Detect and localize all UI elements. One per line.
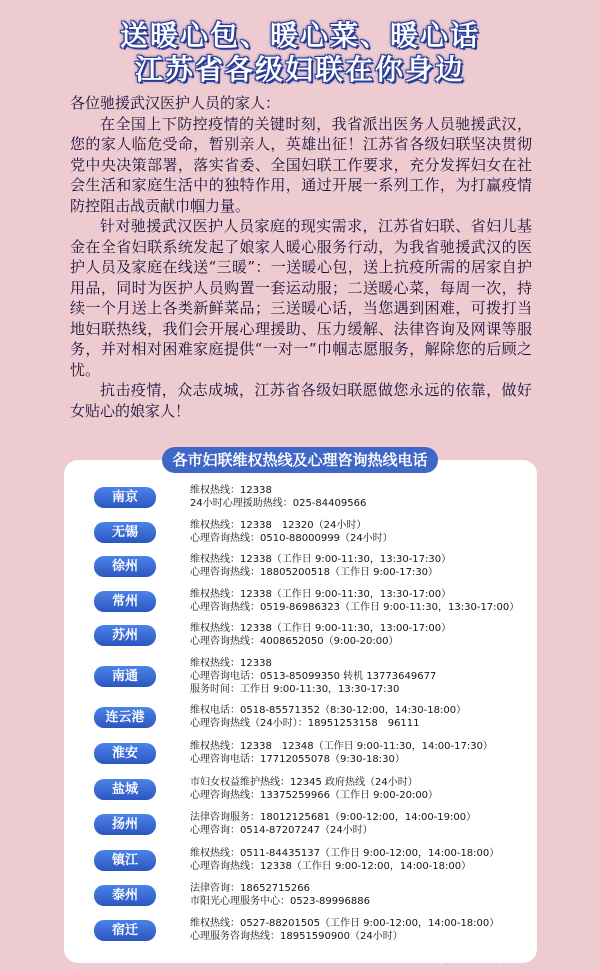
hotline-line: 维权热线：12338（工作日 9:00-11:30，13:30-17:00）	[190, 589, 452, 600]
city-badge: 淮安	[94, 743, 156, 764]
letter-paragraph-3: 抗击疫情，众志成城，江苏省各级妇联愿做您永远的依靠，做好女贴心的娘家人！	[70, 381, 532, 420]
hotline-entry	[190, 740, 530, 766]
hotline-line: 心理咨询电话：0513-85099350 转机 13773649677	[190, 671, 437, 682]
city-badge: 盐城	[94, 779, 156, 800]
hotline-entry	[190, 622, 530, 648]
hotline-line: 维权电话：0518-85571352（8:30-12:00，14:30-18:00）	[190, 705, 467, 716]
hotline-entry	[190, 704, 530, 730]
headline-line-2: 江苏省各级妇联在你身边	[134, 53, 465, 86]
hotline-line: 服务时间：工作日 9:00-11:30，13:30-17:30	[190, 684, 400, 695]
letter-greeting: 各位驰援武汉医护人员的家人：	[70, 94, 281, 112]
city-badge: 镇江	[94, 850, 156, 871]
hotline-line: 维权热线：0511-84435137（工作日 9:00-12:00，14:00-18:00）	[190, 848, 500, 859]
headline-line-1: 送暖心包、暖心菜、暖心话	[119, 19, 480, 52]
hotline-line: 维权热线：12338 12348（工作日 9:00-11:30，14:00-17:30）	[190, 741, 493, 752]
city-badge: 扬州	[94, 814, 156, 835]
hotline-line: 市妇女权益维护热线：12345 政府热线（24小时）	[190, 777, 418, 788]
hotline-heading: 各市妇联维权热线及心理咨询热线电话	[162, 447, 438, 473]
hotline-entry	[190, 657, 530, 696]
hotline-entry	[190, 588, 530, 614]
hotline-entry	[190, 553, 530, 579]
hotline-line: 维权热线：12338	[190, 485, 272, 496]
city-badge: 南京	[94, 487, 156, 508]
city-badge: 南通	[94, 666, 156, 687]
hotline-line: 24小时心理援助热线：025-84409566	[190, 498, 367, 509]
city-badge: 泰州	[94, 885, 156, 906]
city-badge: 连云港	[94, 707, 156, 728]
hotline-line: 心理咨询电话：17712055078（9:30-18:30）	[190, 754, 405, 765]
city-badge: 无锡	[94, 522, 156, 543]
hotline-line: 心理咨询热线：4008652050（9:00-20:00）	[190, 636, 399, 647]
hotline-line: 维权热线：12338（工作日 9:00-11:30，13:30-17:30）	[190, 554, 452, 565]
hotline-line: 心理咨询：0514-87207247（24小时）	[190, 825, 373, 836]
hotline-line: 法律咨询服务：18012125681（9:00-12:00，14:00-19:00）	[190, 812, 477, 823]
hotline-entry	[190, 847, 530, 873]
hotline-entry	[190, 484, 530, 510]
hotline-line: 心理服务咨询热线：18951590900（24小时）	[190, 931, 403, 942]
hotline-line: 维权热线：12338	[190, 658, 272, 669]
hotline-line: 心理咨询热线：13375259966（工作日 9:00-20:00）	[190, 790, 439, 801]
hotline-line: 法律咨询：18652715266	[190, 883, 310, 894]
hotline-entry	[190, 776, 530, 802]
city-badge: 苏州	[94, 625, 156, 646]
city-badge: 徐州	[94, 556, 156, 577]
hotline-line: 心理咨询热线（24小时）：18951253158 96111	[190, 718, 420, 729]
hotline-line: 维权热线：12338 12320（24小时）	[190, 520, 367, 531]
hotline-line: 心理咨询热线：12338（工作日 9:00-12:00，14:00-18:00）	[190, 861, 472, 872]
hotline-entry	[190, 811, 530, 837]
hotline-line: 市阳光心理服务中心：0523-89996886	[190, 896, 370, 907]
letter-body	[70, 93, 532, 421]
hotline-line: 维权热线：12338（工作日 9:00-11:30，13:00-17:00）	[190, 623, 452, 634]
hotline-line: 心理咨询热线：0519-86986323（工作日 9:00-11:30，13:30-17:00）	[190, 602, 520, 613]
hotline-entry	[190, 519, 530, 545]
city-badge: 常州	[94, 591, 156, 612]
letter-paragraph-2: 针对驰援武汉医护人员家庭的现实需求，江苏省妇联、省妇儿基金在全省妇联系统发起了娘家人暖心服务行动，为我省驰援武汉的医护人员及家庭在线送“三暖”：一送暖心包，送上抗疫所需的居家自护用品，同时为医护人员购置一套运动服；二送暖心菜，每周一次，持续一个月送上各类新鲜菜品；三送暖心话，当您遇到困难，可拨打当地妇联热线，我们会开展心理援助、压力缓解、法律咨询及网课等服务，并对相对困难家庭提供“一对一”巾帼志愿服务，解除您的后顾之忧。	[70, 217, 532, 379]
letter-paragraph-1: 在全国上下防控疫情的关键时刻，我省派出医务人员驰援武汉，您的家人临危受命，暂别亲人，英雄出征！江苏省各级妇联坚决贯彻党中央决策部署，落实省委、全国妇联工作要求，充分发挥妇女在社会生活和家庭生活中的独特作用，通过开展一系列工作，为打赢疫情防控阻击战贡献巾帼力量。	[70, 114, 532, 215]
watermark-logo: 新华新闻	[422, 939, 522, 967]
hotline-line: 心理咨询热线：0510-88000999（24小时）	[190, 533, 393, 544]
city-badge: 宿迁	[94, 920, 156, 941]
hotline-line: 维权热线：0527-88201505（工作日 9:00-12:00，14:00-18:00）	[190, 918, 500, 929]
hotline-line: 心理咨询热线：18805200518（工作日 9:00-17:30）	[190, 567, 439, 578]
hotline-entry	[190, 882, 530, 908]
